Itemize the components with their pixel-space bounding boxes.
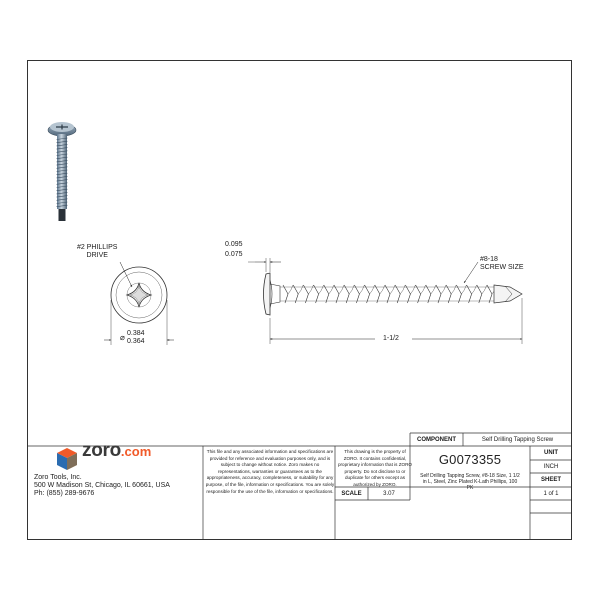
length-dimension: 1-1/2 — [383, 335, 399, 342]
screw-isometric-view — [48, 122, 76, 221]
scale-value: 3.07 — [383, 490, 395, 497]
screw-size-label: #8-18 SCREW SIZE — [480, 256, 524, 271]
logo-wordmark: zoro — [82, 440, 121, 461]
scale-label: SCALE — [341, 490, 362, 497]
company-name: Zoro Tools, Inc. — [34, 474, 82, 481]
zoro-logo — [58, 440, 151, 462]
unit-label: UNIT — [544, 450, 558, 456]
logo-domain: .com — [120, 443, 152, 459]
company-address-block — [34, 474, 170, 498]
company-address: 500 W Madison St, Chicago, IL 60661, USA — [34, 482, 170, 489]
property-notice: This drawing is the property of ZORO. It contains confidential, proprietary information that is ZORO property. Do not disclose to or duplicate for others except as authorized by ZORO. — [337, 449, 413, 487]
unit-value: INCH — [543, 463, 559, 470]
component-label: COMPONENT — [417, 436, 456, 443]
head-thickness-dimension: 0.095 0.075 — [225, 241, 243, 258]
sheet-value: 1 of 1 — [543, 490, 559, 497]
component-value: Self Drilling Tapping Screw — [481, 436, 554, 443]
part-number: G0073355 — [438, 452, 502, 467]
disclaimer-text: This file and any associated information and specifications are provided for reference and evaluation purposes only, and is subject to change without notice. Zoro makes no representations, warranties or guarantees as to the appropriateness, accuracy, completeness, or suitability for any purpose, of the file, information or specifications. You are solely responsible for the use of the file, information or specifications. — [205, 449, 335, 494]
product-description: Self Drilling Tapping Screw, #8-18 Size, 1 1/2 in L, Steel, Zinc Plated K-Lath Phillips, 100 PK — [420, 473, 520, 491]
company-phone: Ph: (855) 289-9676 — [34, 490, 95, 497]
sheet-label: SHEET — [540, 477, 561, 483]
title-block — [27, 433, 572, 540]
head-diameter-dimension: ⌀ 0.384 0.364 — [120, 330, 145, 345]
drive-label: #2 PHILLIPS DRIVE — [77, 244, 118, 259]
